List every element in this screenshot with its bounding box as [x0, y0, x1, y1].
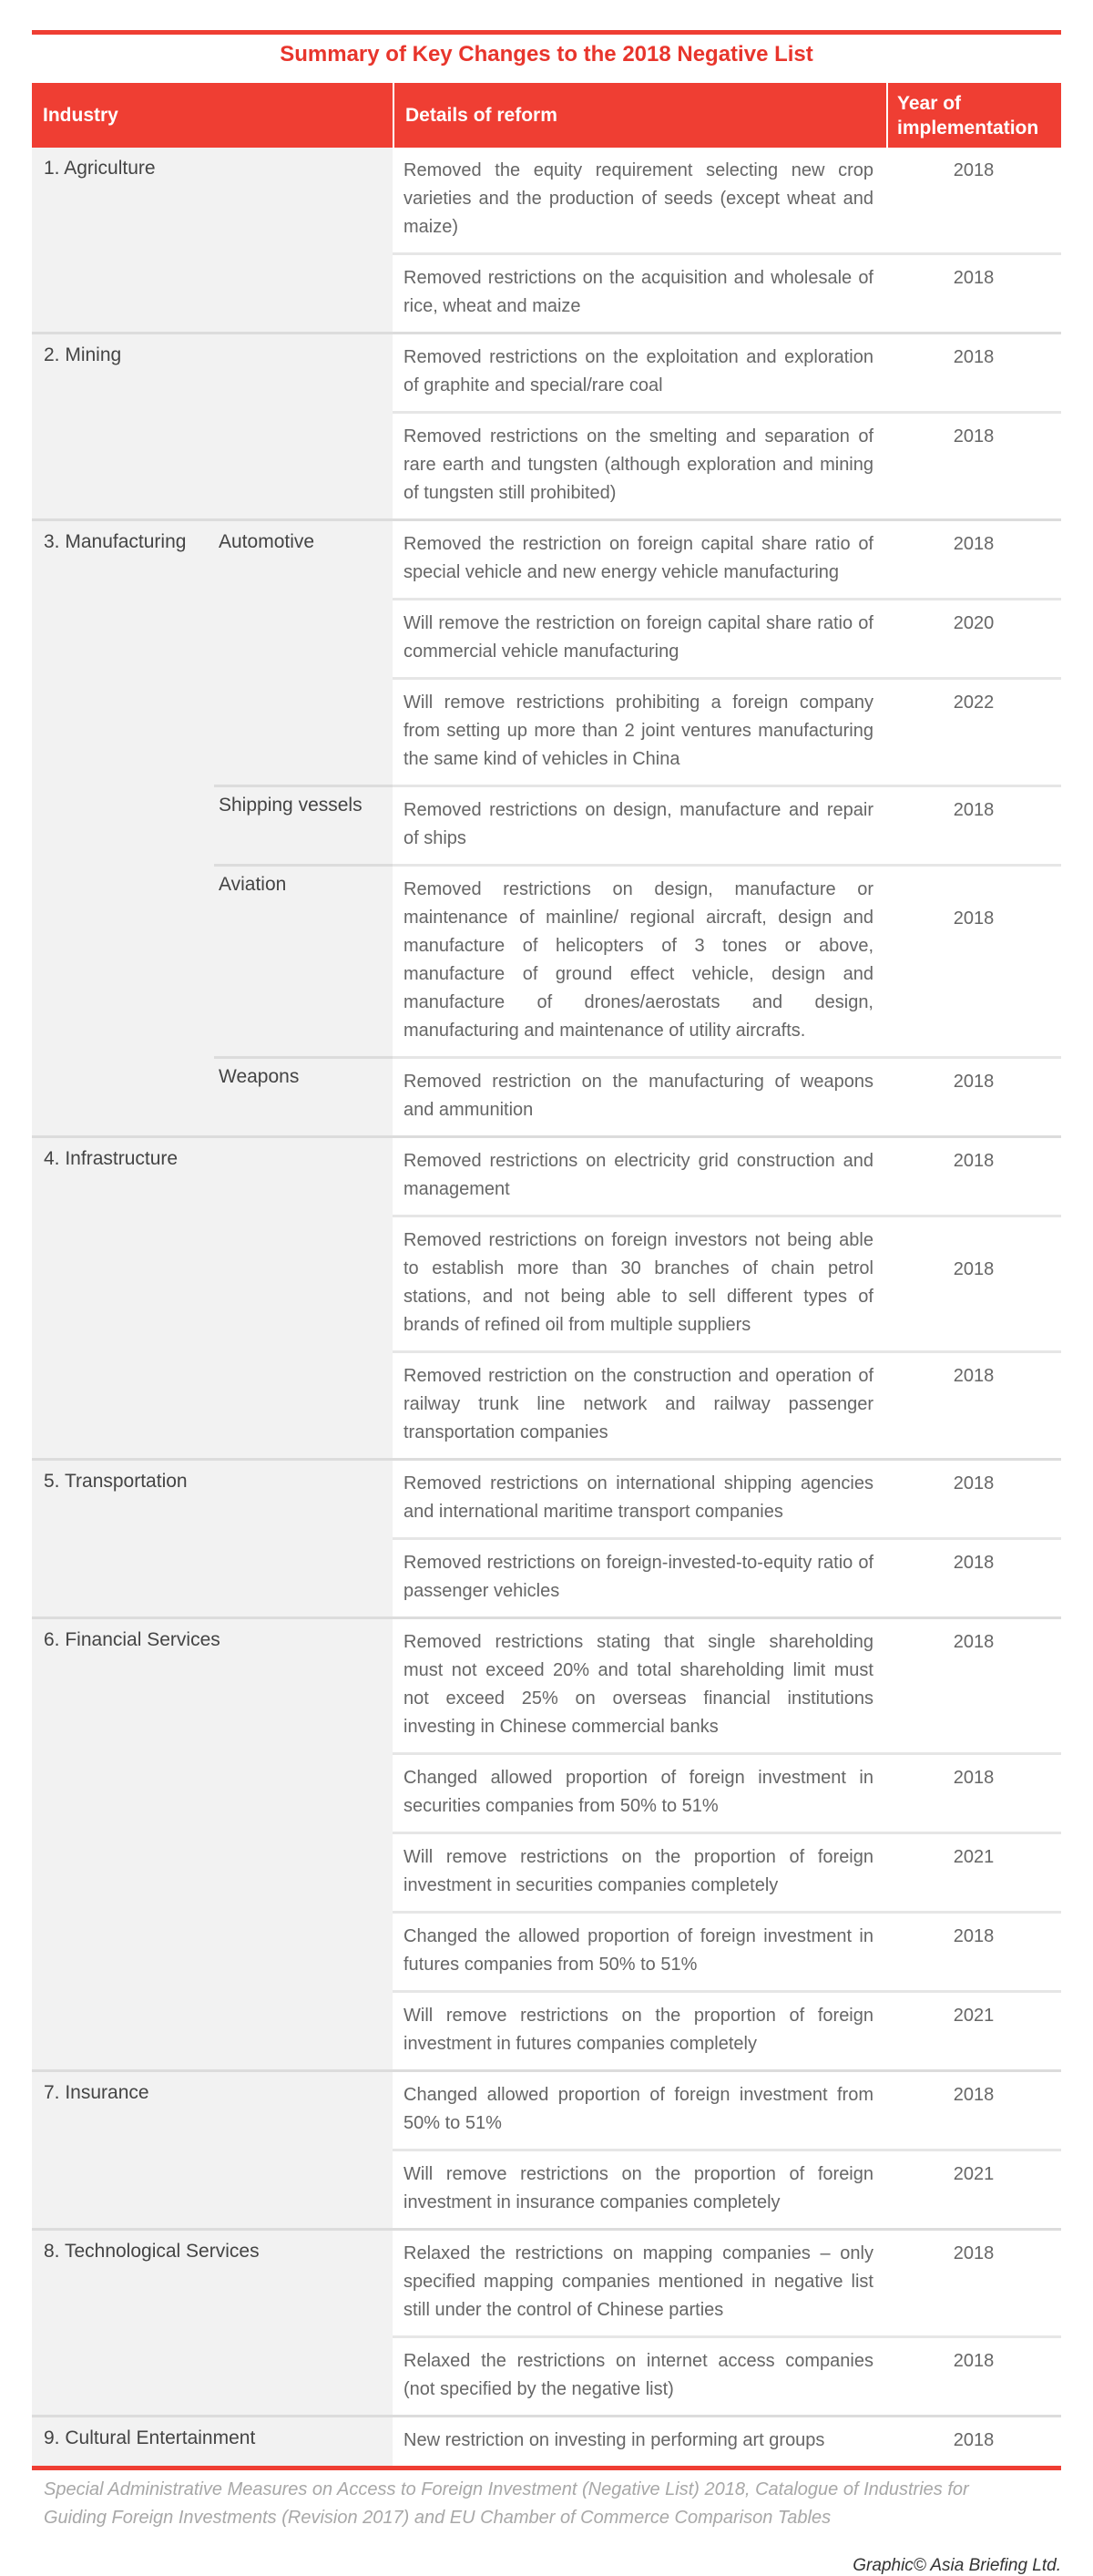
table-row — [32, 598, 1061, 677]
implementation-year: 2021 — [886, 1990, 1061, 2069]
subcategory-divider — [214, 1056, 393, 1059]
implementation-year: 2018 — [886, 2417, 1061, 2466]
reform-details: New restriction on investing in performing art groups — [393, 2417, 886, 2466]
implementation-year: 2018 — [886, 1056, 1061, 1135]
subcategory-cell — [32, 1056, 393, 1135]
table-row — [32, 1056, 1061, 1135]
top-rule — [32, 30, 1061, 35]
reform-details: Removed restrictions on electricity grid construction and management — [393, 1138, 886, 1215]
industry-label: 3. Manufacturing — [44, 531, 187, 552]
header-industry: Industry — [32, 83, 393, 148]
table-row — [32, 1832, 1061, 1911]
subcategory-cell — [32, 2335, 393, 2415]
header-details: Details of reform — [394, 83, 886, 148]
reform-details: Removed restrictions stating that single shareholding must not exceed 20% and total shareholding limit must not exceed 25% on overseas financial institutions investing in Chinese commercial banks — [393, 1619, 886, 1752]
table-row — [32, 521, 1061, 598]
implementation-year: 2018 — [886, 334, 1061, 411]
reform-details: Removed restrictions on the exploitation and exploration of graphite and special/rare coal — [393, 334, 886, 411]
reform-details: Removed restrictions on the acquisition and wholesale of rice, wheat and maize — [393, 252, 886, 332]
subcategory-cell — [32, 252, 393, 332]
implementation-year: 2018 — [886, 2231, 1061, 2335]
subcategory-cell — [32, 785, 393, 864]
subcategory-cell — [32, 2072, 393, 2149]
reform-details: Removed restriction on the construction and operation of railway trunk line network and railway passenger transportation companies — [393, 1350, 886, 1458]
subcategory-label: Shipping vessels — [219, 795, 363, 816]
subcategory-cell — [32, 1537, 393, 1616]
reform-details: Will remove the restriction on foreign capital share ratio of commercial vehicle manufacturing — [393, 598, 886, 677]
reform-details: Removed restrictions on international shipping agencies and international maritime transport companies — [393, 1461, 886, 1537]
reform-details: Removed the restriction on foreign capital share ratio of special vehicle and new energy vehicle manufacturing — [393, 521, 886, 598]
source-note: Special Administrative Measures on Access to Foreign Investment (Negative List) 2018, Catalogue of Industries for Guiding Foreign Investments (Revision 2017) and EU Chamber of Commerce Comparison Tables — [44, 2479, 969, 2528]
subcategory-label: Automotive — [219, 531, 315, 552]
implementation-year: 2018 — [886, 252, 1061, 332]
subcategory-cell — [32, 1990, 393, 2069]
table-row — [32, 1619, 1061, 1752]
page-title: Summary of Key Changes to the 2018 Negative List — [280, 42, 813, 67]
table-row — [32, 1537, 1061, 1616]
subcategory-cell — [32, 1752, 393, 1832]
subcategory-divider — [214, 785, 393, 787]
table-row — [32, 1350, 1061, 1458]
reform-details: Will remove restrictions on the proportion of foreign investment in securities companies completely — [393, 1832, 886, 1911]
subcategory-cell — [32, 1619, 393, 1752]
industry-label: 6. Financial Services — [44, 1629, 220, 1650]
industry-group — [32, 2072, 1061, 2231]
subcategory-cell — [32, 1832, 393, 1911]
industry-group — [32, 1461, 1061, 1619]
industry-group — [32, 2417, 1061, 2468]
reform-details: Relaxed the restrictions on internet access companies (not specified by the negative list) — [393, 2335, 886, 2415]
implementation-year: 2018 — [886, 1461, 1061, 1537]
table-row — [32, 1138, 1061, 1215]
implementation-year: 2018 — [886, 1619, 1061, 1752]
reform-details: Removed restrictions on design, manufacture or maintenance of mainline/ regional aircraft, design and manufacture of helicopters of 3 tones or above, manufacture of ground effect vehicle, design and manufacture of drones/aerostats and design, manufacturing and maintenance of utility aircrafts. — [393, 864, 886, 1056]
table-row — [32, 2072, 1061, 2149]
reform-details: Removed restrictions on foreign investors not being able to establish more than 30 branches of chain petrol stations, and not being able to sell different types of brands of refined oil from multiple suppliers — [393, 1215, 886, 1350]
implementation-year: 2020 — [886, 598, 1061, 677]
table-row — [32, 1752, 1061, 1832]
subcategory-cell — [32, 334, 393, 411]
reform-details: Changed the allowed proportion of foreign investment in futures companies from 50% to 51% — [393, 1911, 886, 1990]
implementation-year: 2018 — [886, 2072, 1061, 2149]
subcategory-cell — [32, 1911, 393, 1990]
subcategory-cell — [32, 2417, 393, 2466]
implementation-year: 2018 — [886, 1537, 1061, 1616]
table-row — [32, 2149, 1061, 2228]
industry-label: 9. Cultural Entertainment — [44, 2427, 256, 2448]
implementation-year: 2022 — [886, 677, 1061, 785]
table-row — [32, 864, 1061, 1056]
table-row — [32, 1461, 1061, 1537]
reform-details: Changed allowed proportion of foreign investment from 50% to 51% — [393, 2072, 886, 2149]
subcategory-cell — [32, 1350, 393, 1458]
table-row — [32, 2231, 1061, 2335]
table-row — [32, 252, 1061, 332]
industry-label: 4. Infrastructure — [44, 1148, 179, 1169]
reform-details: Will remove restrictions prohibiting a foreign company from setting up more than 2 joint ventures manufacturing the same kind of vehicles in China — [393, 677, 886, 785]
implementation-year: 2018 — [886, 1911, 1061, 1990]
subcategory-cell — [32, 1138, 393, 1215]
industry-group — [32, 1619, 1061, 2072]
bottom-rule — [32, 2466, 1061, 2470]
industry-label: 1. Agriculture — [44, 158, 156, 179]
subcategory-cell — [32, 521, 393, 598]
reform-details: Removed restrictions on foreign-invested-to-equity ratio of passenger vehicles — [393, 1537, 886, 1616]
implementation-year: 2018 — [886, 1215, 1061, 1350]
reform-details: Relaxed the restrictions on mapping companies – only specified mapping companies mentioned in negative list still under the control of Chinese parties — [393, 2231, 886, 2335]
implementation-year: 2018 — [886, 1138, 1061, 1215]
implementation-year: 2018 — [886, 864, 1061, 1056]
implementation-year: 2018 — [886, 521, 1061, 598]
subcategory-cell — [32, 1215, 393, 1350]
implementation-year: 2021 — [886, 2149, 1061, 2228]
subcategory-cell — [32, 864, 393, 1056]
reform-table — [32, 148, 1061, 2468]
reform-details: Removed restrictions on the smelting and separation of rare earth and tungsten (although exploration and mining of tungsten still prohibited) — [393, 411, 886, 518]
table-row — [32, 2417, 1061, 2466]
industry-label: 2. Mining — [44, 344, 122, 365]
table-row — [32, 148, 1061, 252]
table-row — [32, 2335, 1061, 2415]
reform-details: Removed the equity requirement selecting new crop varieties and the production of seeds (except wheat and maize) — [393, 148, 886, 252]
subcategory-label: Aviation — [219, 874, 287, 895]
reform-details: Removed restriction on the manufacturing of weapons and ammunition — [393, 1056, 886, 1135]
table-row — [32, 1215, 1061, 1350]
subcategory-cell — [32, 2149, 393, 2228]
industry-group — [32, 334, 1061, 521]
header-year: Year of implementation — [888, 83, 1061, 148]
industry-label: 5. Transportation — [44, 1471, 188, 1492]
graphic-credit: Graphic© Asia Briefing Ltd. — [853, 2556, 1061, 2575]
industry-label: 7. Insurance — [44, 2082, 149, 2103]
reform-details: Changed allowed proportion of foreign investment in securities companies from 50% to 51% — [393, 1752, 886, 1832]
subcategory-cell — [32, 411, 393, 518]
implementation-year: 2018 — [886, 2335, 1061, 2415]
subcategory-cell — [32, 677, 393, 785]
table-row — [32, 785, 1061, 864]
table-row — [32, 1990, 1061, 2069]
reform-details: Will remove restrictions on the proportion of foreign investment in insurance companies completely — [393, 2149, 886, 2228]
reform-details: Removed restrictions on design, manufacture and repair of ships — [393, 785, 886, 864]
table-row — [32, 1911, 1061, 1990]
table-header — [32, 83, 1061, 148]
subcategory-label: Weapons — [219, 1066, 300, 1087]
table-row — [32, 677, 1061, 785]
industry-group — [32, 1138, 1061, 1461]
industry-group — [32, 2231, 1061, 2417]
industry-group — [32, 521, 1061, 1138]
subcategory-cell — [32, 1461, 393, 1537]
table-row — [32, 411, 1061, 518]
implementation-year: 2018 — [886, 785, 1061, 864]
subcategory-divider — [214, 864, 393, 867]
implementation-year: 2021 — [886, 1832, 1061, 1911]
table-row — [32, 334, 1061, 411]
implementation-year: 2018 — [886, 148, 1061, 252]
implementation-year: 2018 — [886, 1752, 1061, 1832]
subcategory-cell — [32, 598, 393, 677]
subcategory-cell — [32, 2231, 393, 2335]
reform-details: Will remove restrictions on the proportion of foreign investment in futures companies completely — [393, 1990, 886, 2069]
industry-label: 8. Technological Services — [44, 2241, 260, 2262]
implementation-year: 2018 — [886, 411, 1061, 518]
implementation-year: 2018 — [886, 1350, 1061, 1458]
subcategory-cell — [32, 148, 393, 252]
industry-group — [32, 148, 1061, 334]
